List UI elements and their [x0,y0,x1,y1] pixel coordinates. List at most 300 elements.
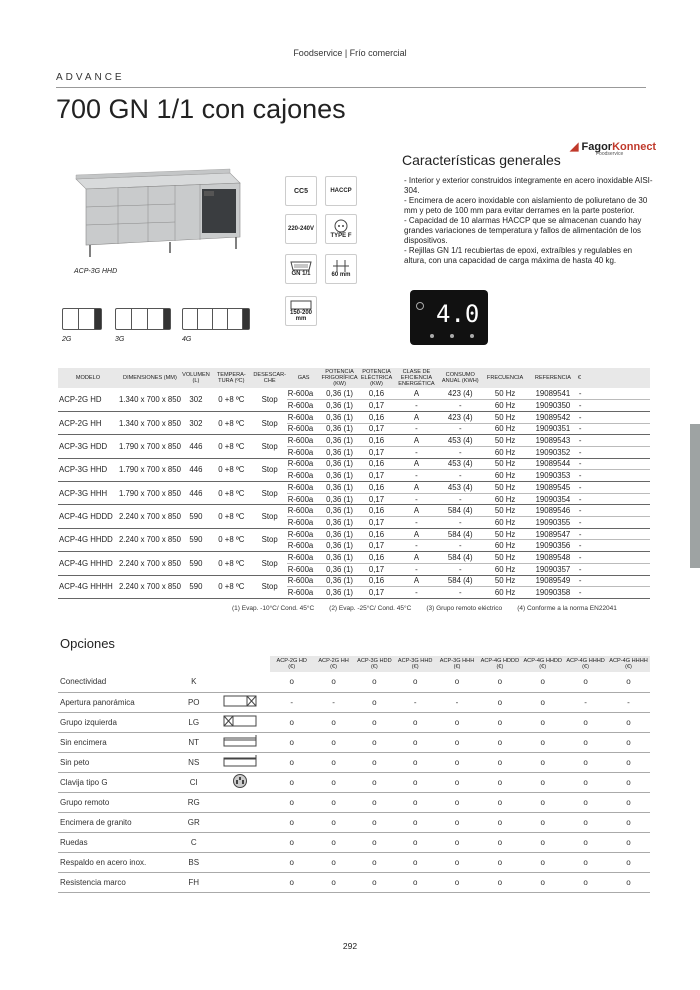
reference-cell: 19090354 [528,493,578,505]
blank-header [209,656,270,672]
table-row [58,575,650,587]
temperature-cell: 0 +8 ºC [210,482,253,505]
logo-mark-icon: ◢ [570,141,579,153]
height-icon [325,254,357,284]
reference-cell: 19090350 [528,400,578,412]
option-value: o [354,672,395,692]
option-code: NS [178,752,209,772]
gas-cell: R-600a [287,563,321,575]
consumption-cell: - [438,423,482,435]
product-caption: ACP-3G HHD [74,268,118,275]
haccp-label: HACCP [330,188,352,194]
cooling-power-cell: 0,36 (1) [321,493,359,505]
feature-item: - Capacidad de 10 alarmas HACCP que se almacenan cuando hay grandes variaciones de temperatura y fallos de alimentación de los dispositivos. [404,216,642,245]
gas-cell: R-600a [287,411,321,423]
reference-cell: 19089542 [528,411,578,423]
option-row [58,692,650,712]
col-header: € [578,368,650,388]
option-value: o [436,712,479,732]
option-value: o [354,872,395,892]
frequency-cell: 50 Hz [482,575,528,587]
option-value: o [564,732,607,752]
option-value: o [354,732,395,752]
table-row [58,435,650,447]
option-col-header [436,656,479,672]
gas-cell: R-600a [287,423,321,435]
option-icon-cell [209,872,270,892]
col-header: POTENCIA FRIGORÍFICA (KW) [321,369,358,387]
electric-power-cell: 0,16 [359,552,395,564]
options-title: Opciones [60,636,115,651]
option-value: o [436,832,479,852]
frequency-cell: 60 Hz [482,446,528,458]
electric-power-cell: 0,17 [359,400,395,412]
cooling-power-cell: 0,36 (1) [321,411,359,423]
product-image [70,165,242,265]
option-name: Apertura panorámica [58,692,178,712]
logo-main: Fagor [581,141,613,153]
col-header: REFERENCIA [528,368,578,388]
option-name: Grupo remoto [58,792,178,812]
voltage-label: 220-240V [287,226,315,232]
frequency-cell: 50 Hz [482,388,528,400]
consumption-cell: - [438,446,482,458]
option-value: o [313,832,354,852]
electric-power-cell: 0,16 [359,528,395,540]
table-row [58,458,650,470]
option-value: o [521,812,564,832]
option-value: o [607,672,650,692]
option-code: NT [178,732,209,752]
energy-class-cell: A [394,411,438,423]
defrost-cell: Stop [253,528,287,551]
options-header-row [58,656,650,672]
option-col-model: ACP-4G HDDD [480,658,520,664]
consumption-cell: - [438,493,482,505]
option-value: o [313,812,354,832]
socket-icon [325,214,357,244]
consumption-cell: - [438,517,482,529]
option-col-model: ACP-2G HH [318,658,349,664]
option-code: FH [178,872,209,892]
socket-label: TYPE F [330,233,352,239]
option-col-header [270,656,313,672]
cooling-power-cell: 0,36 (1) [321,528,359,540]
col-header: GAS [287,368,321,388]
consumption-cell: 584 (4) [438,528,482,540]
power-icon [416,302,424,310]
option-value: o [354,712,395,732]
option-value: o [521,712,564,732]
option-value: o [436,872,479,892]
option-value: - [395,692,436,712]
gas-cell: R-600a [287,517,321,529]
option-value: o [313,752,354,772]
consumption-cell: 423 (4) [438,411,482,423]
no-top-icon [223,741,257,750]
energy-class-cell: A [394,552,438,564]
frequency-cell: 60 Hz [482,540,528,552]
consumption-cell: - [438,470,482,482]
defrost-cell: Stop [253,411,287,434]
gn-tray-icon [285,254,317,284]
option-icon-cell [209,772,270,792]
energy-class-cell: - [394,563,438,575]
gas-cell: R-600a [287,470,321,482]
reference-cell: 19089545 [528,482,578,494]
option-value: o [521,732,564,752]
gas-cell: R-600a [287,400,321,412]
height-label: 60 mm [331,272,351,278]
consumption-cell: 584 (4) [438,552,482,564]
option-value: o [564,812,607,832]
energy-class-cell: - [394,446,438,458]
options-body [58,672,650,892]
electric-power-cell: 0,16 [359,482,395,494]
volume-cell: 590 [182,505,210,528]
col-header: DESESCAR-CHE [253,368,287,388]
config-2g-icon [62,308,102,330]
consumption-cell: 423 (4) [438,388,482,400]
left-group-icon [223,721,257,730]
config-4g-icon [182,308,250,330]
temperature-cell: 0 +8 ºC [210,458,253,481]
footnote: (2) Evap. -25°C/ Cond. 45°C [329,605,412,612]
price-cell: - [578,505,650,517]
option-value: o [564,852,607,872]
model-cell: ACP-3G HHD [58,458,118,481]
option-code: LG [178,712,209,732]
depth-label: 150-200 mm [289,310,313,322]
frequency-cell: 50 Hz [482,411,528,423]
option-icon-cell [209,812,270,832]
option-icon-cell [209,792,270,812]
option-value: o [313,792,354,812]
reference-cell: 19089548 [528,552,578,564]
energy-class-cell: - [394,470,438,482]
energy-class-cell: A [394,435,438,447]
option-value: o [478,832,521,852]
option-col-model: ACP-3G HDD [357,658,392,664]
option-value: o [478,792,521,812]
option-name: Encimera de granito [58,812,178,832]
col-header: DIMENSIONES (MM) [118,368,182,388]
temperature-cell: 0 +8 ºC [210,505,253,528]
footnote: (1) Evap. -10°C/ Cond. 45°C [232,605,315,612]
no-splash-icon [223,761,257,770]
option-value: o [313,712,354,732]
model-cell: ACP-2G HD [58,388,118,411]
option-value: o [436,672,479,692]
option-value: o [521,872,564,892]
energy-class-cell: A [394,528,438,540]
option-col-header [395,656,436,672]
feature-item: - Interior y exterior construidos íntegramente en acero inoxidable AISI-304. [404,176,653,195]
volume-cell: 590 [182,552,210,575]
option-value: o [354,692,395,712]
option-col-unit: (€) [539,664,547,670]
options-table [58,656,650,893]
panoramic-icon [223,701,257,710]
energy-class-cell: A [394,575,438,587]
frequency-cell: 60 Hz [482,563,528,575]
option-value: o [270,732,313,752]
option-value: o [313,772,354,792]
cooling-power-cell: 0,36 (1) [321,517,359,529]
gas-cell: R-600a [287,446,321,458]
cooling-power-cell: 0,36 (1) [321,563,359,575]
frequency-cell: 50 Hz [482,552,528,564]
option-icon-cell [209,732,270,752]
option-value: o [395,772,436,792]
option-value: o [270,812,313,832]
option-value: o [521,752,564,772]
price-cell: - [578,400,650,412]
cooling-power-cell: 0,36 (1) [321,505,359,517]
logo-accent: Konnect [612,141,657,153]
option-value: o [564,772,607,792]
option-value: o [313,872,354,892]
table-header-row [58,368,650,388]
table-row [58,411,650,423]
price-cell: - [578,528,650,540]
defrost-cell: Stop [253,458,287,481]
electric-power-cell: 0,16 [359,458,395,470]
option-col-unit: (€) [330,664,337,670]
option-value: o [313,732,354,752]
option-value: o [270,772,313,792]
option-name: Ruedas [58,832,178,852]
option-value: o [478,772,521,792]
frequency-cell: 50 Hz [482,458,528,470]
blank-header [178,656,209,672]
option-name: Sin peto [58,752,178,772]
energy-class-cell: A [394,505,438,517]
consumption-cell: 453 (4) [438,435,482,447]
climate-class-label: CC5 [293,187,308,195]
option-value: - [436,692,479,712]
electric-power-cell: 0,17 [359,423,395,435]
volume-cell: 590 [182,528,210,551]
option-value: - [564,692,607,712]
option-value: o [607,752,650,772]
reference-cell: 19089547 [528,528,578,540]
energy-class-cell: - [394,400,438,412]
option-code: BS [178,852,209,872]
option-value: o [478,852,521,872]
config-3g-label: 3G [115,336,125,343]
gas-cell: R-600a [287,388,321,400]
dimensions-cell: 1.790 x 700 x 850 [118,458,182,481]
price-cell: - [578,540,650,552]
model-cell: ACP-4G HHDD [58,528,118,551]
consumption-cell: - [438,563,482,575]
option-value: o [354,752,395,772]
reference-cell: 19089543 [528,435,578,447]
reference-cell: 19090357 [528,563,578,575]
option-icon-cell [209,852,270,872]
temperature-cell: 0 +8 ºC [210,435,253,458]
frequency-cell: 60 Hz [482,493,528,505]
price-cell: - [578,435,650,447]
option-value: o [521,852,564,872]
option-value: - [270,692,313,712]
option-value: - [607,692,650,712]
volume-cell: 446 [182,458,210,481]
cooling-power-cell: 0,36 (1) [321,446,359,458]
option-row [58,672,650,692]
col-header: TEMPERA-TURA (ºC) [210,368,253,388]
option-value: o [395,872,436,892]
dimensions-cell: 2.240 x 700 x 850 [118,552,182,575]
consumption-cell: - [438,587,482,599]
gas-cell: R-600a [287,552,321,564]
gas-cell: R-600a [287,458,321,470]
option-value: o [607,852,650,872]
option-col-header [564,656,607,672]
reference-cell: 19090351 [528,423,578,435]
option-value: o [395,792,436,812]
option-value: o [270,752,313,772]
temperature-cell: 0 +8 ºC [210,552,253,575]
option-col-header [521,656,564,672]
option-icon-cell [209,672,270,692]
consumption-cell: 584 (4) [438,505,482,517]
cooling-power-cell: 0,36 (1) [321,540,359,552]
energy-class-cell: - [394,540,438,552]
volume-cell: 446 [182,482,210,505]
temperature-cell: 0 +8 ºC [210,411,253,434]
option-value: o [395,732,436,752]
frequency-cell: 60 Hz [482,423,528,435]
option-col-header [313,656,354,672]
col-header: POTENCIA ELÉCTRICA (KW) [359,368,395,388]
voltage-icon [285,214,317,244]
display-value: 4.0 [436,300,480,328]
option-value: o [354,852,395,872]
option-value: o [521,672,564,692]
option-row [58,832,650,852]
option-value: o [354,832,395,852]
electric-power-cell: 0,16 [359,435,395,447]
gas-cell: R-600a [287,575,321,587]
price-cell: - [578,517,650,529]
option-value: o [564,752,607,772]
temperature-cell: 0 +8 ºC [210,528,253,551]
option-value: o [313,672,354,692]
option-col-unit: (€) [496,664,504,670]
option-value: o [607,772,650,792]
model-cell: ACP-3G HHH [58,482,118,505]
option-row [58,852,650,872]
option-value: o [270,712,313,732]
consumption-cell: - [438,540,482,552]
price-cell: - [578,446,650,458]
energy-class-cell: A [394,388,438,400]
dimensions-cell: 1.790 x 700 x 850 [118,435,182,458]
reference-cell: 19089549 [528,575,578,587]
frequency-cell: 60 Hz [482,517,528,529]
option-name: Resistencia marco [58,872,178,892]
option-value: o [395,852,436,872]
gas-cell: R-600a [287,493,321,505]
option-value: o [607,812,650,832]
config-3g-icon [115,308,171,330]
option-name: Grupo izquierda [58,712,178,732]
frequency-cell: 60 Hz [482,470,528,482]
option-row [58,732,650,752]
gas-cell: R-600a [287,540,321,552]
volume-cell: 302 [182,388,210,411]
option-col-model: ACP-3G HHD [397,658,433,664]
reference-cell: 19090353 [528,470,578,482]
table-row [58,528,650,540]
consumption-cell: 453 (4) [438,458,482,470]
col-header: FRECUENCIA [482,368,528,388]
price-cell: - [578,388,650,400]
option-value: o [354,772,395,792]
depth-icon [285,296,317,326]
option-code: C [178,832,209,852]
gas-cell: R-600a [287,435,321,447]
option-value: o [436,752,479,772]
defrost-cell: Stop [253,388,287,411]
models-table [58,368,650,599]
option-value: o [436,812,479,832]
energy-class-cell: - [394,517,438,529]
consumption-cell: 453 (4) [438,482,482,494]
gas-cell: R-600a [287,528,321,540]
volume-cell: 590 [182,575,210,598]
option-col-model: ACP-3G HHH [439,658,475,664]
temperature-cell: 0 +8 ºC [210,575,253,598]
volume-cell: 446 [182,435,210,458]
option-value: o [270,872,313,892]
table-row [58,505,650,517]
haccp-icon [325,176,357,206]
price-cell: - [578,482,650,494]
dimensions-cell: 1.340 x 700 x 850 [118,411,182,434]
page-header: Foodservice | Frío comercial [293,48,407,58]
cooling-power-cell: 0,36 (1) [321,552,359,564]
price-cell: - [578,493,650,505]
dimensions-cell: 1.790 x 700 x 850 [118,482,182,505]
option-value: o [270,672,313,692]
option-name: Sin encimera [58,732,178,752]
option-value: o [354,812,395,832]
control-display [410,290,488,345]
option-value: o [564,832,607,852]
features-list [404,176,654,266]
electric-power-cell: 0,17 [359,587,395,599]
led-icon [430,334,434,338]
option-col-model: ACP-4G HHHH [609,658,648,664]
electric-power-cell: 0,16 [359,575,395,587]
option-value: o [313,852,354,872]
electric-power-cell: 0,16 [359,505,395,517]
consumption-cell: - [438,400,482,412]
option-value: o [436,852,479,872]
option-value: o [478,752,521,772]
cooling-power-cell: 0,36 (1) [321,482,359,494]
led-icon [470,334,474,338]
option-value: o [436,732,479,752]
option-col-unit: (€) [288,664,296,670]
energy-class-cell: A [394,482,438,494]
defrost-cell: Stop [253,435,287,458]
option-name: Respaldo en acero inox. [58,852,178,872]
option-col-header [478,656,521,672]
